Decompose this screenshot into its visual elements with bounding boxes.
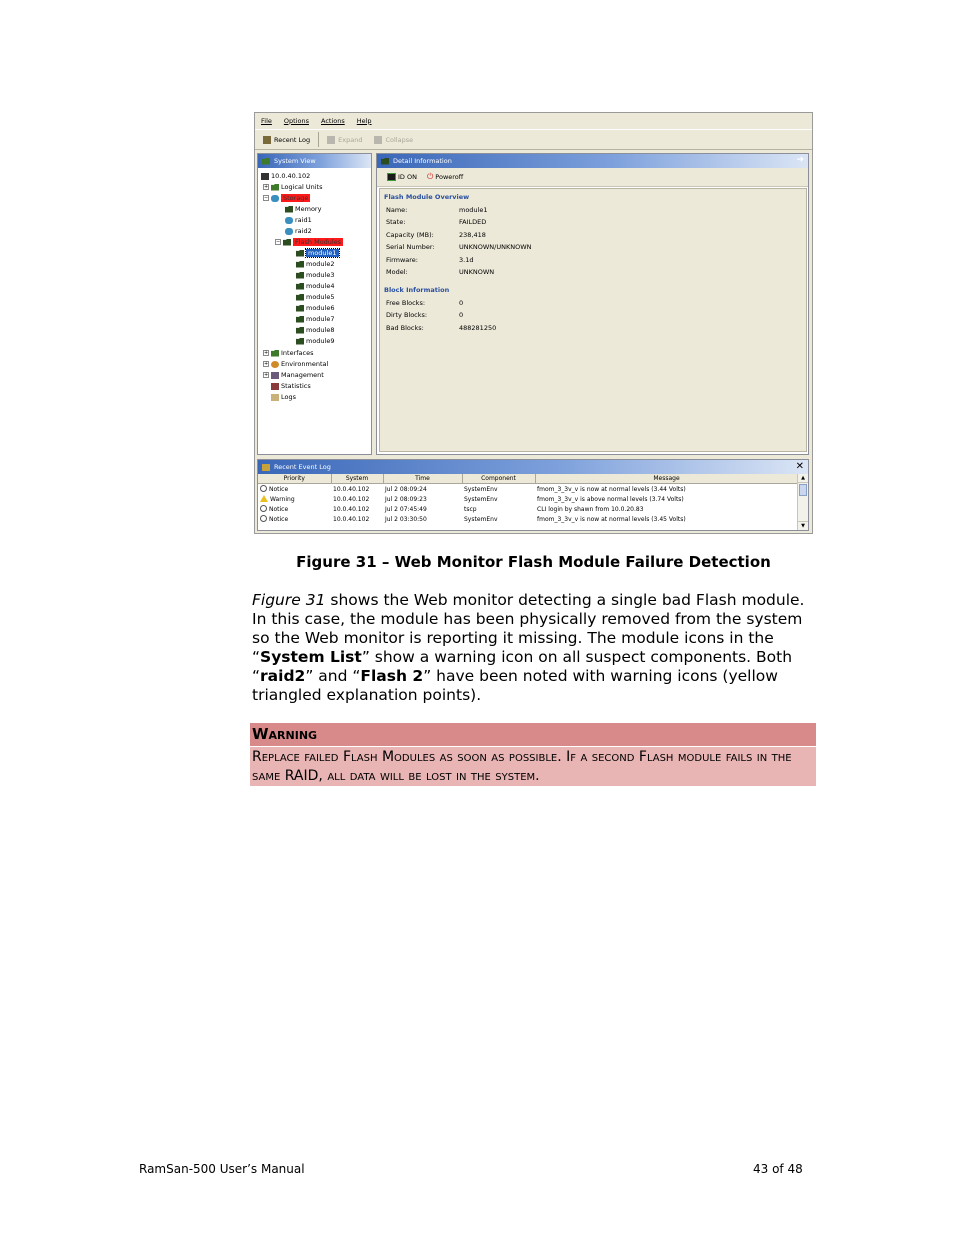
collapse-label: Collapse	[385, 135, 414, 144]
event-log-panel	[257, 459, 809, 531]
recent-log-button[interactable]	[263, 136, 310, 144]
thermometer-icon	[271, 361, 279, 368]
detail-content	[379, 188, 807, 452]
field-value: 238,418	[459, 231, 486, 239]
field-value: 3.1d	[459, 256, 474, 264]
disk-icon	[285, 228, 293, 235]
tree-label: raid1	[295, 216, 312, 224]
field-row	[386, 268, 494, 276]
scroll-down-icon[interactable]: ▼	[798, 521, 808, 530]
tree-label: raid2	[295, 227, 312, 235]
field-row	[386, 324, 496, 332]
statistics-icon	[271, 383, 279, 390]
collapse-toggle-icon[interactable]: −	[264, 195, 269, 201]
menu-options[interactable]: Options	[283, 116, 309, 125]
scroll-up-icon[interactable]: ▲	[798, 474, 808, 483]
field-row	[386, 206, 488, 214]
priority-text: Notice	[269, 486, 289, 493]
notice-icon	[260, 505, 267, 512]
paragraph-text: ” show a warning icon on all suspect components. Both “	[252, 648, 793, 685]
module-icon	[296, 305, 304, 312]
overview-heading: Flash Module Overview	[384, 193, 470, 201]
id-on-label: ID ON	[398, 173, 417, 181]
paragraph-text: shows the Web monitor detecting a single bad Flash module. In this case, the module has been physically removed from the system so the Web monitor is reporting it missing. The module icons in the “	[252, 591, 805, 666]
field-key: Bad Blocks:	[386, 324, 424, 332]
scroll-thumb[interactable]	[799, 484, 807, 496]
detail-icon	[381, 158, 389, 165]
module-icon	[296, 338, 304, 345]
toolbar	[255, 129, 812, 150]
field-row	[386, 256, 473, 264]
message-cell: fmom_3_3v_v is above normal levels (3.74 Volts)	[537, 495, 684, 503]
tree-label: Memory	[295, 205, 322, 213]
tree-label: module8	[306, 326, 335, 334]
detail-title: Detail Information	[393, 157, 452, 165]
table-row[interactable]	[258, 494, 798, 504]
detail-toolbar	[377, 168, 808, 187]
menu-actions[interactable]: Actions	[320, 116, 345, 125]
poweroff-label: Poweroff	[435, 173, 464, 181]
column-header[interactable]: Component	[462, 474, 535, 484]
table-row[interactable]	[258, 504, 798, 514]
id-icon	[387, 173, 396, 181]
field-value: 0	[459, 299, 464, 307]
warning-icon	[260, 495, 268, 502]
time-cell: Jul 2 08:09:24	[385, 485, 427, 493]
figure-reference: Figure 31	[252, 591, 326, 609]
field-value: FAILDED	[459, 218, 487, 226]
column-header[interactable]: Priority	[258, 474, 331, 484]
field-key: Model:	[386, 268, 408, 276]
module-icon	[296, 327, 304, 334]
tree-label: Logs	[281, 393, 296, 401]
log-icon	[263, 136, 271, 144]
module-icon	[296, 261, 304, 268]
tree-label: module2	[306, 260, 335, 268]
tree-management[interactable]	[263, 370, 324, 380]
system-cell: 10.0.40.102	[333, 495, 370, 503]
field-value: 488281250	[459, 324, 497, 332]
tree-module[interactable]	[296, 292, 335, 302]
disk-icon	[285, 217, 293, 224]
tree-label: Storage	[283, 194, 309, 202]
component-cell: SystemEnv	[464, 515, 498, 523]
memory-icon	[285, 206, 293, 213]
tree-interfaces[interactable]	[263, 348, 314, 358]
column-header[interactable]: Time	[383, 474, 462, 484]
figure-caption: Figure 31 – Web Monitor Flash Module Failure Detection	[296, 553, 771, 571]
notice-icon	[260, 485, 267, 492]
tree-label: Flash Modules	[295, 238, 342, 246]
tree-module[interactable]	[296, 325, 335, 335]
tree-raid2[interactable]	[285, 226, 312, 236]
tree-statistics[interactable]	[271, 381, 311, 391]
detail-panel	[376, 153, 809, 455]
message-cell: fmom_3_3v_v is now at normal levels (3.45 Volts)	[537, 515, 686, 523]
tree-memory[interactable]	[285, 204, 321, 214]
message-cell: fmom_3_3v_v is now at normal levels (3.44 Volts)	[537, 485, 686, 493]
footer-title: RamSan-500 User’s Manual	[139, 1162, 305, 1176]
tree-storage[interactable]	[263, 193, 310, 203]
expand-label: Expand	[338, 135, 363, 144]
expand-button[interactable]	[327, 136, 362, 144]
event-log-table	[258, 474, 799, 524]
page-number: 43 of 48	[753, 1162, 803, 1176]
component-cell: SystemEnv	[464, 495, 498, 503]
field-value: 0	[459, 311, 464, 319]
body-paragraph	[252, 591, 818, 705]
menu-bar	[255, 113, 812, 128]
recent-log-label: Recent Log	[274, 135, 311, 144]
expand-toggle-icon[interactable]: +	[264, 372, 269, 378]
field-row	[386, 231, 486, 239]
tree-module[interactable]	[296, 336, 335, 346]
table-header-row	[258, 474, 798, 484]
id-on-button[interactable]	[387, 173, 417, 181]
priority-text: Notice	[269, 506, 289, 513]
toolbar-separator	[318, 132, 319, 147]
system-cell: 10.0.40.102	[333, 485, 370, 493]
module-icon	[296, 250, 304, 257]
field-key: Firmware:	[386, 256, 418, 264]
warning-body: Replace failed Flash Modules as soon as possible. If a second Flash module fails in the same RAID, all data will be lost in the system.	[250, 747, 816, 786]
field-row	[386, 311, 463, 319]
event-log-title: Recent Event Log	[274, 463, 331, 471]
tree-label: module9	[306, 337, 335, 345]
table-row[interactable]	[258, 514, 798, 524]
tree-module[interactable]	[296, 314, 335, 324]
poweroff-button[interactable]	[427, 172, 463, 182]
tree-root[interactable]	[261, 171, 310, 181]
field-value: UNKNOWN/UNKNOWN	[459, 243, 532, 251]
component-cell: SystemEnv	[464, 485, 498, 493]
system-view-title: System View	[274, 157, 316, 165]
table-row[interactable]	[258, 484, 798, 495]
field-key: State:	[386, 218, 406, 226]
tree-label: Statistics	[281, 382, 311, 390]
block-heading: Block Information	[384, 286, 450, 294]
column-header[interactable]: Message	[535, 474, 798, 484]
tree-label: module1	[308, 249, 337, 257]
tree-module[interactable]	[296, 259, 335, 269]
field-key: Free Blocks:	[386, 299, 426, 307]
close-icon[interactable]: ✕	[795, 461, 804, 472]
tree-label: Environmental	[281, 360, 329, 368]
tree-logs[interactable]	[271, 392, 296, 402]
tree-label: module5	[306, 293, 335, 301]
tree-logical-units[interactable]	[263, 182, 322, 192]
collapse-icon	[374, 136, 382, 144]
log-icon	[262, 464, 270, 471]
paragraph-text: ” have been noted with warning icons (yellow triangled explanation points).	[252, 667, 778, 704]
priority-text: Warning	[270, 496, 295, 503]
tree-module[interactable]	[296, 281, 335, 291]
collapse-button[interactable]	[374, 136, 413, 144]
field-value: module1	[459, 206, 488, 214]
tree-label: module7	[306, 315, 335, 323]
tree-label: module6	[306, 304, 335, 312]
management-icon	[271, 372, 279, 379]
tree-module[interactable]	[296, 303, 335, 313]
system-cell: 10.0.40.102	[333, 505, 370, 513]
disk-icon	[271, 195, 279, 202]
system-cell: 10.0.40.102	[333, 515, 370, 523]
tree-label: Interfaces	[281, 349, 314, 357]
power-icon: ⏻	[426, 172, 434, 181]
module-icon	[296, 294, 304, 301]
module-icon	[296, 316, 304, 323]
priority-cell	[258, 494, 331, 504]
priority-text: Notice	[269, 516, 289, 523]
vertical-scrollbar[interactable]	[797, 474, 808, 530]
tree-label: module4	[306, 282, 335, 290]
folder-icon	[271, 184, 279, 191]
tree-root-label: 10.0.40.102	[271, 172, 311, 180]
logs-icon	[271, 394, 279, 401]
system-view-panel	[257, 153, 372, 455]
system-tree	[258, 168, 371, 455]
notice-icon	[260, 515, 267, 522]
priority-cell	[258, 484, 331, 495]
tree-label: module3	[306, 271, 335, 279]
time-cell: Jul 2 03:30:50	[385, 515, 427, 523]
flash-icon	[283, 239, 291, 246]
expand-icon	[327, 136, 335, 144]
column-header[interactable]: System	[331, 474, 383, 484]
paragraph-bold: raid2	[260, 667, 306, 685]
tree-module[interactable]	[296, 270, 335, 280]
collapse-toggle-icon[interactable]: −	[276, 239, 281, 245]
field-value: UNKNOWN	[459, 268, 495, 276]
priority-cell	[258, 514, 331, 524]
field-row	[386, 299, 463, 307]
warning-heading: Warning	[250, 723, 816, 746]
field-key: Dirty Blocks:	[386, 311, 428, 319]
field-key: Name:	[386, 206, 408, 214]
paragraph-text: ” and “	[305, 667, 361, 685]
field-key: Serial Number:	[386, 243, 435, 251]
paragraph-bold: Flash 2	[360, 667, 424, 685]
system-view-icon	[262, 158, 270, 165]
event-log-header	[258, 460, 808, 474]
tree-flash-modules[interactable]	[275, 237, 343, 247]
tree-raid1[interactable]	[285, 215, 312, 225]
paragraph-bold: System List	[260, 648, 362, 666]
expand-toggle-icon[interactable]: +	[264, 361, 269, 367]
web-monitor-screenshot	[254, 112, 813, 534]
time-cell: Jul 2 07:45:49	[385, 505, 427, 513]
component-cell: tscp	[464, 505, 477, 513]
expand-toggle-icon[interactable]: +	[264, 184, 269, 190]
field-row	[386, 243, 532, 251]
module-icon	[296, 272, 304, 279]
priority-cell	[258, 504, 331, 514]
field-key: Capacity (MB):	[386, 231, 434, 239]
module-icon	[296, 283, 304, 290]
interfaces-icon	[271, 350, 279, 357]
server-icon	[261, 173, 269, 180]
message-cell: CLI login by shawn from 10.0.20.83	[537, 505, 644, 513]
detail-header	[377, 154, 808, 168]
tree-label: Logical Units	[281, 183, 323, 191]
field-row	[386, 218, 486, 226]
menu-file[interactable]: File	[261, 116, 272, 125]
tree-label: Management	[281, 371, 324, 379]
tree-environmental[interactable]	[263, 359, 328, 369]
expand-toggle-icon[interactable]: +	[264, 350, 269, 356]
system-view-header	[258, 154, 371, 168]
tree-module[interactable]	[296, 248, 339, 258]
arrow-right-icon[interactable]: ➜	[796, 155, 804, 165]
time-cell: Jul 2 08:09:23	[385, 495, 427, 503]
menu-help[interactable]: Help	[356, 116, 372, 125]
